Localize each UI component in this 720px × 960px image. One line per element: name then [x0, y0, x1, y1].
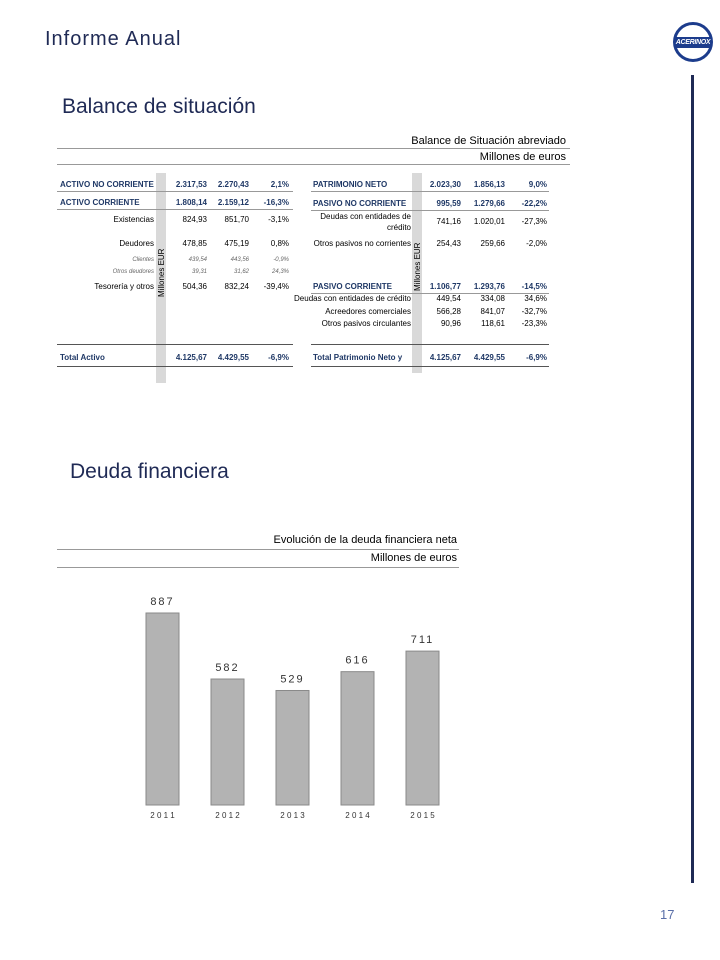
left-row-label: ACTIVO CORRIENTE — [60, 198, 140, 207]
category-label-2013: 2 0 1 3 — [280, 811, 305, 820]
left-row-value-previous: 2.270,43 — [217, 180, 249, 189]
balance-title: Balance de Situación abreviado — [411, 135, 566, 147]
right-row-value-current: 741,16 — [436, 217, 461, 226]
value-label-2015: 711 — [410, 634, 435, 647]
left-row-value-previous: 832,24 — [224, 282, 249, 291]
right-row-value-previous: 841,07 — [480, 307, 505, 316]
right-row-change: -32,7% — [521, 307, 547, 316]
right-row-value-previous: 334,08 — [480, 294, 505, 303]
right-row-label-cont: crédito — [386, 223, 411, 232]
left-row-value-current: 4.125,67 — [175, 353, 207, 362]
right-row-value-current: 995,59 — [436, 199, 461, 208]
chart-unit: Millones de euros — [370, 552, 457, 564]
left-row-change: -3,1% — [268, 215, 289, 224]
left-row-value-current: 478,85 — [182, 239, 207, 248]
header-title: Informe Anual — [45, 28, 182, 50]
right-row-label: Otros pasivos no corrientes — [313, 239, 411, 248]
value-label-2011: 887 — [150, 596, 175, 608]
left-row-change: 0,8% — [270, 239, 289, 248]
left-row-value-previous: 475,19 — [224, 239, 249, 248]
rule — [57, 148, 570, 149]
left-row-label: Otros deudores — [112, 269, 154, 275]
balance-unit: Millones de euros — [479, 151, 566, 163]
right-row-label: PASIVO CORRIENTE — [313, 282, 392, 291]
left-row-change: 24,3% — [271, 269, 289, 275]
right-row-value-previous: 1.020,01 — [473, 217, 505, 226]
left-row-value-current: 504,36 — [182, 282, 207, 291]
bar-2012 — [211, 679, 244, 805]
vertical-divider — [691, 75, 694, 883]
bar-2011 — [146, 613, 179, 805]
right-row-value-previous: 1.279,66 — [473, 199, 505, 208]
section-title-debt: Deuda financiera — [70, 460, 229, 483]
right-row-change: -14,5% — [521, 282, 547, 291]
rule — [57, 344, 293, 345]
category-label-2014: 2 0 1 4 — [345, 811, 370, 820]
bar-2013 — [276, 690, 309, 805]
left-row-value-previous: 851,70 — [224, 215, 249, 224]
right-row-value-previous: 259,66 — [480, 239, 505, 248]
bar-2015 — [406, 651, 439, 805]
value-label-2012: 582 — [215, 662, 240, 675]
right-row-label: PATRIMONIO NETO — [313, 180, 388, 189]
right-row-value-current: 1.106,77 — [429, 282, 461, 291]
rule — [57, 549, 459, 550]
left-row-value-current: 824,93 — [182, 215, 207, 224]
category-label-2012: 2 0 1 2 — [215, 811, 240, 820]
right-row-label: Acreedores comerciales — [325, 307, 411, 316]
axis-label-left: Millones EUR — [157, 248, 166, 297]
right-row-value-previous: 1.856,13 — [473, 180, 505, 189]
rule — [311, 366, 549, 367]
right-row-value-current: 254,43 — [436, 239, 461, 248]
left-row-label: Existencias — [113, 215, 154, 224]
left-row-value-current: 439,54 — [188, 257, 207, 263]
right-row-value-current: 566,28 — [436, 307, 461, 316]
right-row-change: -2,0% — [526, 239, 547, 248]
right-row-label: Otros pasivos circulantes — [321, 319, 411, 328]
left-row-label: Deudores — [119, 239, 154, 248]
chart-title: Evolución de la deuda financiera neta — [273, 534, 457, 546]
right-row-change: 9,0% — [528, 180, 547, 189]
acerinox-logo — [673, 22, 713, 62]
right-row-change: 34,6% — [524, 294, 547, 303]
bar-2014 — [341, 672, 374, 805]
right-row-value-previous: 1.293,76 — [473, 282, 505, 291]
left-row-value-current: 1.808,14 — [175, 198, 207, 207]
row-rule — [311, 210, 549, 211]
chart-header — [57, 530, 459, 570]
right-row-change: -6,9% — [526, 353, 547, 362]
balance-table — [57, 133, 570, 383]
value-label-2013: 529 — [280, 673, 305, 686]
left-row-change: 2,1% — [270, 180, 289, 189]
left-row-value-previous: 443,56 — [230, 257, 249, 263]
rule — [311, 344, 549, 345]
logo-text: ACERINOX — [675, 38, 711, 46]
category-label-2015: 2 0 1 5 — [410, 811, 435, 820]
right-row-value-previous: 118,61 — [481, 319, 505, 328]
left-row-change: -39,4% — [263, 282, 289, 291]
left-row-value-previous: 2.159,12 — [217, 198, 249, 207]
right-row-value-current: 2.023,30 — [429, 180, 461, 189]
left-row-change: -6,9% — [268, 353, 289, 362]
row-rule — [57, 191, 293, 192]
right-row-change: -27,3% — [521, 217, 547, 226]
right-row-change: -23,3% — [521, 319, 547, 328]
rule — [57, 366, 293, 367]
row-rule — [311, 191, 549, 192]
category-label-2011: 2 0 1 1 — [150, 811, 175, 820]
right-row-value-current: 90,96 — [440, 319, 461, 328]
axis-label-right: Millones EUR — [413, 242, 422, 291]
left-row-label: Tesorería y otros — [94, 282, 154, 291]
right-row-value-previous: 4.429,55 — [473, 353, 505, 362]
right-row-change: -22,2% — [521, 199, 547, 208]
page-number: 17 — [660, 907, 675, 922]
right-row-label: PASIVO NO CORRIENTE — [313, 199, 407, 208]
left-row-value-current: 39,31 — [191, 269, 207, 275]
left-row-change: -16,3% — [263, 198, 289, 207]
debt-bar-chart — [120, 580, 460, 830]
left-row-label: ACTIVO NO CORRIENTE — [60, 180, 154, 189]
left-row-value-current: 2.317,53 — [175, 180, 207, 189]
right-row-value-current: 4.125,67 — [429, 353, 461, 362]
value-label-2014: 616 — [345, 654, 370, 667]
left-row-change: -0,9% — [273, 257, 289, 263]
left-row-value-previous: 4.429,55 — [217, 353, 249, 362]
rule — [57, 164, 570, 165]
rule — [57, 567, 459, 568]
left-row-label: Clientes — [132, 257, 154, 263]
row-rule — [57, 209, 293, 210]
left-row-label: Total Activo — [60, 353, 105, 362]
section-title-balance: Balance de situación — [62, 95, 256, 118]
left-row-value-previous: 31,62 — [233, 269, 249, 275]
right-row-label: Total Patrimonio Neto y — [313, 353, 403, 362]
right-row-value-current: 449,54 — [436, 294, 461, 303]
right-row-label: Deudas con entidades de — [320, 212, 411, 221]
right-row-label: Deudas con entidades de crédito — [294, 294, 411, 303]
